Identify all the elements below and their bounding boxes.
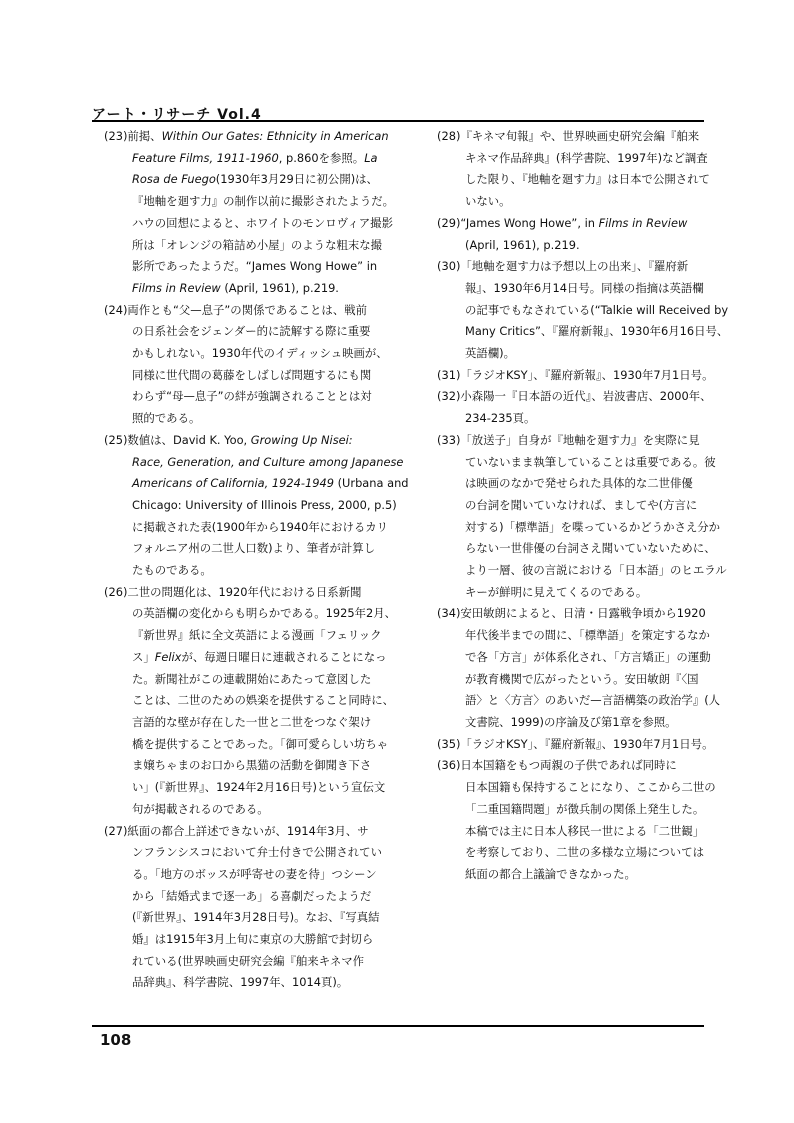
note-line xyxy=(437,603,717,625)
note-line xyxy=(437,300,729,322)
journal-title: アート・リサーチ Vol.4 xyxy=(92,107,262,123)
note-text: 「二重国籍問題」が徴兵制の関係上発生した。 xyxy=(465,801,705,816)
endnote-31 xyxy=(437,365,717,387)
note-text: たものである。 xyxy=(132,563,212,578)
note-line xyxy=(437,799,717,821)
note-text: の日系社会をジェンダー的に読解する際に重要 xyxy=(132,324,371,339)
note-text: Many Critics”、『羅府新報』、1930年6月16日号、 xyxy=(465,324,729,339)
note-line xyxy=(104,603,397,625)
note-line xyxy=(437,647,717,669)
italic-title-text: Feature Films, 1911-1960 xyxy=(132,150,279,165)
note-text: キネマ作品辞典』(科学書院、1997年)など調査 xyxy=(465,150,708,165)
note-line xyxy=(437,582,717,604)
note-text: 日本国籍も保持することになり、ここから二世の xyxy=(465,780,716,795)
note-text: が、毎週日曜日に連載されることになっ xyxy=(181,649,387,664)
note-line xyxy=(437,712,717,734)
note-line xyxy=(437,777,717,799)
note-line xyxy=(437,864,717,886)
endnote-26 xyxy=(104,582,397,821)
note-text: 年代後半までの間に、「標準語」を策定するなか xyxy=(465,628,710,643)
note-text: , p.860を参照。 xyxy=(278,150,365,165)
note-line xyxy=(104,452,404,474)
note-text: に掲載された表(1900年から1940年におけるカリ xyxy=(132,519,389,534)
note-line xyxy=(104,278,391,300)
note-text: らない一世俳優の台詞さえ聞いていないために、 xyxy=(465,541,716,556)
note-text: 同様に世代間の葛藤をしばしば問題するにも関 xyxy=(132,367,372,382)
note-text: から「結婚式まで逐一あ」る喜劇だったようだ xyxy=(132,888,372,903)
endnote-32 xyxy=(437,386,717,429)
note-text: (27)紙面の都合上詳述できないが、1914年3月、サ xyxy=(104,823,369,838)
note-line xyxy=(104,907,391,929)
note-text: フォルニア州の二世人口数)より、筆者が計算し xyxy=(132,541,376,556)
italic-title-text: Rosa de Fuego xyxy=(132,172,216,187)
note-text: わらず“母—息子”の絆が強調されることとは対 xyxy=(132,389,372,404)
note-text: 句が掲載されるのである。 xyxy=(132,801,269,816)
note-text: (34)安田敏朗によると、日清・日露戦争頃から1920 xyxy=(437,606,706,621)
note-line xyxy=(104,300,391,322)
note-text: 品辞典』、科学書院、1997年、1014頁)。 xyxy=(132,975,349,990)
note-line xyxy=(437,408,717,430)
italic-title-text: Felix xyxy=(154,649,182,664)
note-text: 言語的な壁が存在した一世と二世をつなぐ架け xyxy=(132,714,372,729)
note-line xyxy=(437,734,717,756)
note-line xyxy=(437,517,721,539)
note-line xyxy=(104,690,394,712)
note-text: (April, 1961), p.219. xyxy=(465,237,580,252)
note-text: 影所であったようだ。“James Wong Howe” in xyxy=(132,259,378,274)
note-text: 照的である。 xyxy=(132,411,201,426)
note-line xyxy=(104,864,391,886)
note-line xyxy=(437,452,717,474)
note-line xyxy=(104,647,391,669)
endnote-33 xyxy=(437,430,727,604)
note-text: い」(『新世界』、1924年2月16日号)という宣伝文 xyxy=(132,780,386,795)
header-rule xyxy=(92,120,704,122)
note-line xyxy=(104,148,391,170)
note-line xyxy=(437,343,717,365)
note-text: (24)両作とも“父—息子”の関係であることは、戦前 xyxy=(104,302,367,317)
note-line xyxy=(104,235,391,257)
note-text: れている(世界映画史研究会編『舶来キネマ作 xyxy=(132,953,365,968)
note-text: 『新世界』紙に全文英語による漫画「フェリック xyxy=(132,628,382,643)
italic-title-text: Race, Generation, and Culture among Japanese xyxy=(132,454,404,469)
note-text: は映画のなかで発せられた具体的な二世俳優 xyxy=(465,476,693,491)
note-text: (28)『キネマ旬報』や、世界映画史研究会編『舶来 xyxy=(437,129,700,143)
note-line xyxy=(437,495,717,517)
note-text: ま嬢ちゃまのお口から黒猫の活動を御聞き下さ xyxy=(132,758,372,773)
note-line xyxy=(104,669,391,691)
endnote-23 xyxy=(104,126,394,300)
note-text: 紙面の都合上議論できなかった。 xyxy=(465,866,636,881)
italic-title-text: Within Our Gates: Ethnicity in American xyxy=(161,129,389,143)
note-text: の英語欄の変化からも明らかである。1925年2月、 xyxy=(132,606,397,621)
note-line xyxy=(104,126,391,148)
endnote-28 xyxy=(437,126,717,213)
note-line xyxy=(437,473,717,495)
note-text: Chicago: University of Illinois Press, 2000, p.5) xyxy=(132,497,397,512)
note-line xyxy=(437,538,717,560)
note-text: ていないまま執筆していることは重要である。彼 xyxy=(465,454,716,469)
note-line xyxy=(104,430,391,452)
endnote-24 xyxy=(104,300,391,430)
note-text: 語〉と〈方言〉のあいだ—言語構築の政治学』(人 xyxy=(465,693,721,708)
note-line xyxy=(104,972,391,994)
endnote-34 xyxy=(437,603,721,733)
note-line xyxy=(104,777,391,799)
note-text: 文書院、1999)の序論及び第1章を参照。 xyxy=(465,714,677,729)
note-line xyxy=(437,625,717,647)
note-text: (『新世界』、1914年3月28日号)。なお、『写真結 xyxy=(132,910,380,925)
note-text: (33)「放送子」自身が『地軸を廻す力』を実際に見 xyxy=(437,432,700,447)
note-text: かもしれない。1930年代のイディッシュ映画が、 xyxy=(132,346,388,361)
note-line xyxy=(437,669,717,691)
note-text: キーが鮮明に見えてくるのである。 xyxy=(465,584,648,599)
note-line xyxy=(104,321,391,343)
note-line xyxy=(437,321,729,343)
note-text: 英語欄)。 xyxy=(465,346,516,361)
endnote-35 xyxy=(437,734,717,756)
note-text: (1930年3月29日に初公開)は、 xyxy=(215,172,378,187)
note-line xyxy=(104,495,397,517)
page-number: 108 xyxy=(100,1031,132,1049)
note-line xyxy=(104,365,391,387)
endnote-30 xyxy=(437,256,729,365)
note-text: (30)「地軸を廻す力は予想以上の出来」、『羅府新 xyxy=(437,259,689,274)
note-text: 対する)「標準語」を喋っているかどうかさえ分か xyxy=(465,519,721,534)
note-text: ンフランシスコにおいて弁士付きで公開されてい xyxy=(132,845,382,860)
note-line xyxy=(437,365,717,387)
note-text: (31)「ラジオKSY」、『羅府新報』、1930年7月1日号。 xyxy=(437,367,714,382)
note-text: を考察しており、二世の多様な立場については xyxy=(465,845,704,860)
note-text: 234-235頁。 xyxy=(465,411,536,426)
note-line xyxy=(437,560,727,582)
note-text: ス」 xyxy=(132,649,155,664)
note-text: (25)数値は、David K. Yoo, xyxy=(104,432,251,447)
note-line xyxy=(104,191,394,213)
note-line xyxy=(104,517,391,539)
note-line xyxy=(437,842,717,864)
note-line xyxy=(104,582,391,604)
note-text: (April, 1961), p.219. xyxy=(220,280,339,295)
note-text: 『地軸を廻す力』の制作以前に撮影されたようだ。 xyxy=(132,194,394,209)
note-line xyxy=(104,256,391,278)
italic-title-text: Films in Review xyxy=(132,280,221,295)
note-line xyxy=(437,126,717,148)
note-line xyxy=(437,690,721,712)
note-text: 婚』は1915年3月上旬に東京の大勝館で封切ら xyxy=(132,932,374,947)
note-text: 所は「オレンジの箱詰め小屋」のような粗末な撮 xyxy=(132,237,383,252)
note-text: (Urbana and xyxy=(333,476,409,491)
note-line xyxy=(437,213,717,235)
note-text: の記事でもなされている(“Talkie will Received by xyxy=(465,302,729,317)
right-notes-column xyxy=(437,126,729,886)
note-line xyxy=(104,386,391,408)
note-line xyxy=(104,538,391,560)
note-line xyxy=(104,929,391,951)
endnote-36 xyxy=(437,755,717,885)
note-line xyxy=(437,386,717,408)
note-text: 橋を提供することであった。「御可愛らしい坊ちゃ xyxy=(132,736,389,751)
note-line xyxy=(104,213,391,235)
footer-rule xyxy=(92,1025,704,1027)
note-text: ことは、二世のための娯楽を提供すること同時に、 xyxy=(132,693,394,708)
note-line xyxy=(437,169,717,191)
note-text: 報』、1930年6月14日号。同様の指摘は英語欄 xyxy=(465,280,704,295)
note-line xyxy=(104,408,391,430)
note-text: ハウの回想によると、ホワイトのモンロヴィア撮影 xyxy=(132,215,393,230)
note-text: る。「地方のボッスが呼寄せの妻を待」つシーン xyxy=(132,866,377,881)
note-line xyxy=(104,625,391,647)
note-line xyxy=(437,755,717,777)
note-line xyxy=(437,191,717,213)
note-line xyxy=(104,712,391,734)
note-line xyxy=(104,886,391,908)
note-text: 本稿では主に日本人移民一世による「二世観」 xyxy=(465,823,705,838)
note-line xyxy=(104,755,391,777)
italic-title-text: Films in Review xyxy=(598,215,688,230)
note-text: より一層、彼の言説における「日本語」のヒエラル xyxy=(465,563,727,578)
note-text: (29)“James Wong Howe”, in xyxy=(437,215,599,230)
note-text: (35)「ラジオKSY」、『羅府新報』、1930年7月1日号。 xyxy=(437,736,714,751)
note-line xyxy=(104,473,409,495)
note-text: (26)二世の問題化は、1920年代における日系新聞 xyxy=(104,584,362,599)
note-text: (23)前掲、 xyxy=(104,129,162,143)
note-text: の台詞を聞いていなければ、ましてや(方言に xyxy=(465,497,698,512)
note-line xyxy=(104,821,391,843)
italic-title-text: Growing Up Nisei: xyxy=(250,432,353,447)
left-notes-column xyxy=(104,126,409,994)
endnote-29 xyxy=(437,213,717,256)
italic-title-text: La xyxy=(364,150,378,165)
note-line xyxy=(104,343,391,365)
note-line xyxy=(104,799,391,821)
italic-title-text: Americans of California, 1924-1949 xyxy=(132,476,334,491)
note-line xyxy=(104,734,391,756)
note-line xyxy=(437,821,717,843)
note-line xyxy=(437,148,717,170)
note-line xyxy=(437,430,717,452)
note-line xyxy=(437,256,717,278)
note-line xyxy=(104,842,391,864)
note-text: いない。 xyxy=(465,194,511,209)
note-text: が教育機関で広がったという。安田敏朗『〈国 xyxy=(465,671,699,686)
note-text: で各「方言」が体系化され、「方言矯正」の運動 xyxy=(465,649,711,664)
note-line xyxy=(104,169,391,191)
endnote-25 xyxy=(104,430,409,582)
note-text: (36)日本国籍をもつ両親の子供であれば同時に xyxy=(437,758,677,773)
note-line xyxy=(104,560,391,582)
note-line xyxy=(437,235,717,257)
note-line xyxy=(437,278,717,300)
note-line xyxy=(104,951,391,973)
note-text: (32)小森陽一『日本語の近代』、岩波書店、2000年、 xyxy=(437,389,712,404)
note-text: た。新聞社がこの連載開始にあたって意図した xyxy=(132,671,372,686)
endnote-27 xyxy=(104,821,391,995)
note-text: した限り、『地軸を廻す力』は日本で公開されて xyxy=(465,172,710,187)
